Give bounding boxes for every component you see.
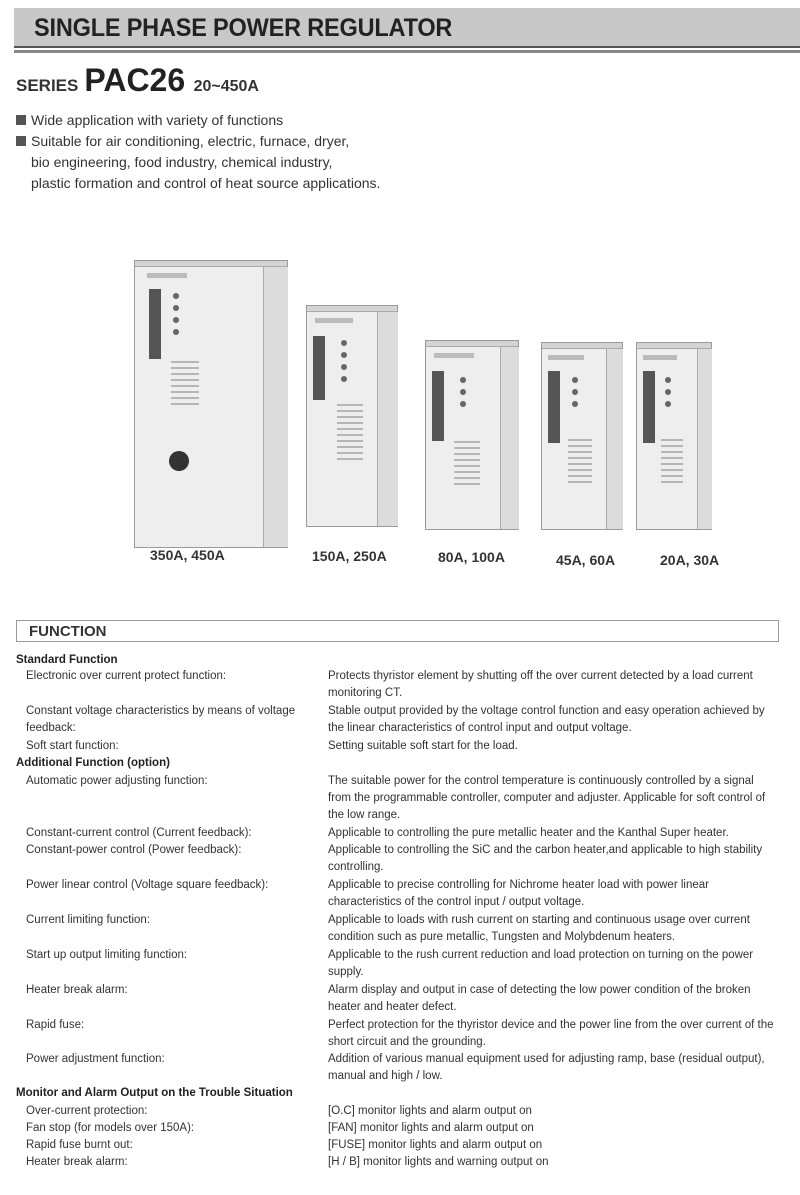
function-name: Power linear control (Voltage square feedback): <box>26 879 269 891</box>
function-heading: FUNCTION <box>29 623 107 640</box>
function-desc: Applicable to controlling the pure metallic heater and the Kanthal Super heater. <box>328 827 729 839</box>
function-desc: Setting suitable soft start for the load. <box>328 740 518 752</box>
series-word: SERIES <box>16 76 79 95</box>
square-bullet-icon <box>16 115 26 125</box>
function-desc: Perfect protection for the thyristor device and the power line from the over current of the short circuit and the grounding. <box>328 1019 774 1048</box>
function-name: Current limiting function: <box>26 914 150 926</box>
feature-list <box>16 110 380 194</box>
feature-item: Suitable for air conditioning, electric, furnace, dryer, <box>16 131 380 152</box>
function-desc: [H / B] monitor lights and warning output on <box>328 1156 549 1168</box>
section-heading: Additional Function (option) <box>16 757 170 769</box>
function-desc: [FAN] monitor lights and alarm output on <box>328 1122 534 1134</box>
function-desc: [O.C] monitor lights and alarm output on <box>328 1105 532 1117</box>
function-name: Soft start function: <box>26 740 119 752</box>
product-caption: 80A, 100A <box>438 549 505 565</box>
function-desc: Applicable to controlling the SiC and the carbon heater,and applicable to high stability controlling. <box>328 844 763 873</box>
function-heading-box <box>16 620 779 642</box>
product-caption: 150A, 250A <box>312 548 387 564</box>
function-desc: Applicable to loads with rush current on starting and continuous usage over current condition such as pure metallic, Tungsten and Molybdenum heaters. <box>328 914 750 943</box>
series-model: PAC26 <box>84 62 186 98</box>
page-title: SINGLE PHASE POWER REGULATOR <box>34 14 453 42</box>
product-unit-350-450 <box>134 260 288 548</box>
function-desc: Applicable to precise controlling for Nichrome heater load with power linear characteristics of the control input / output voltage. <box>328 879 709 908</box>
section-heading: Monitor and Alarm Output on the Trouble Situation <box>16 1087 293 1099</box>
function-desc: [FUSE] monitor lights and alarm output on <box>328 1139 543 1151</box>
function-name: Electronic over current protect function: <box>26 670 227 682</box>
function-name: Heater break alarm: <box>26 1156 128 1168</box>
function-desc: Alarm display and output in case of detecting the low power condition of the broken heater and heater defect. <box>328 984 751 1013</box>
product-unit-20-30 <box>636 342 712 530</box>
title-bar <box>14 8 800 48</box>
product-unit-80-100 <box>425 340 519 530</box>
function-desc: Protects thyristor element by shutting off the over current detected by a load current monitoring CT. <box>328 670 753 699</box>
product-unit-45-60 <box>541 342 623 530</box>
product-caption: 45A, 60A <box>556 552 616 568</box>
function-desc: Addition of various manual equipment used for adjusting ramp, base (residual output), manual and high / low. <box>328 1053 765 1082</box>
series-range: 20~450A <box>193 78 259 95</box>
function-desc: Stable output provided by the voltage control function and easy operation achieved by the linear characteristics of control input and output voltage. <box>328 705 765 734</box>
feature-item: Wide application with variety of functions <box>16 110 380 131</box>
function-name: Constant-power control (Power feedback): <box>26 844 242 856</box>
title-underline <box>14 50 800 53</box>
function-name: Start up output limiting function: <box>26 949 188 961</box>
function-name: Rapid fuse burnt out: <box>26 1139 133 1151</box>
section-heading: Standard Function <box>16 654 118 666</box>
function-name: Power adjustment function: <box>26 1053 165 1065</box>
function-desc: The suitable power for the control temperature is continuously controlled by a signal from the programmable controller, computer and adjuster. Applicable for soft control of the low range. <box>328 775 766 821</box>
function-name: Heater break alarm: <box>26 984 128 996</box>
function-name: Automatic power adjusting function: <box>26 775 208 787</box>
function-name: Over-current protection: <box>26 1105 148 1117</box>
product-unit-150-250 <box>306 305 398 527</box>
product-photo <box>0 250 800 540</box>
function-name: Fan stop (for models over 150A): <box>26 1122 195 1134</box>
function-name: Constant voltage characteristics by means of voltage feedback: <box>26 705 296 734</box>
feature-item-continuation: plastic formation and control of heat source applications. <box>31 175 381 191</box>
product-caption: 20A, 30A <box>660 552 720 568</box>
series-heading <box>16 62 259 99</box>
function-name: Rapid fuse: <box>26 1019 85 1031</box>
feature-item-continuation: bio engineering, food industry, chemical industry, <box>31 154 333 170</box>
function-desc: Applicable to the rush current reduction and load protection on turning on the power supply. <box>328 949 754 978</box>
function-name: Constant-current control (Current feedback): <box>26 827 252 839</box>
product-caption: 350A, 450A <box>150 547 225 563</box>
square-bullet-icon <box>16 136 26 146</box>
